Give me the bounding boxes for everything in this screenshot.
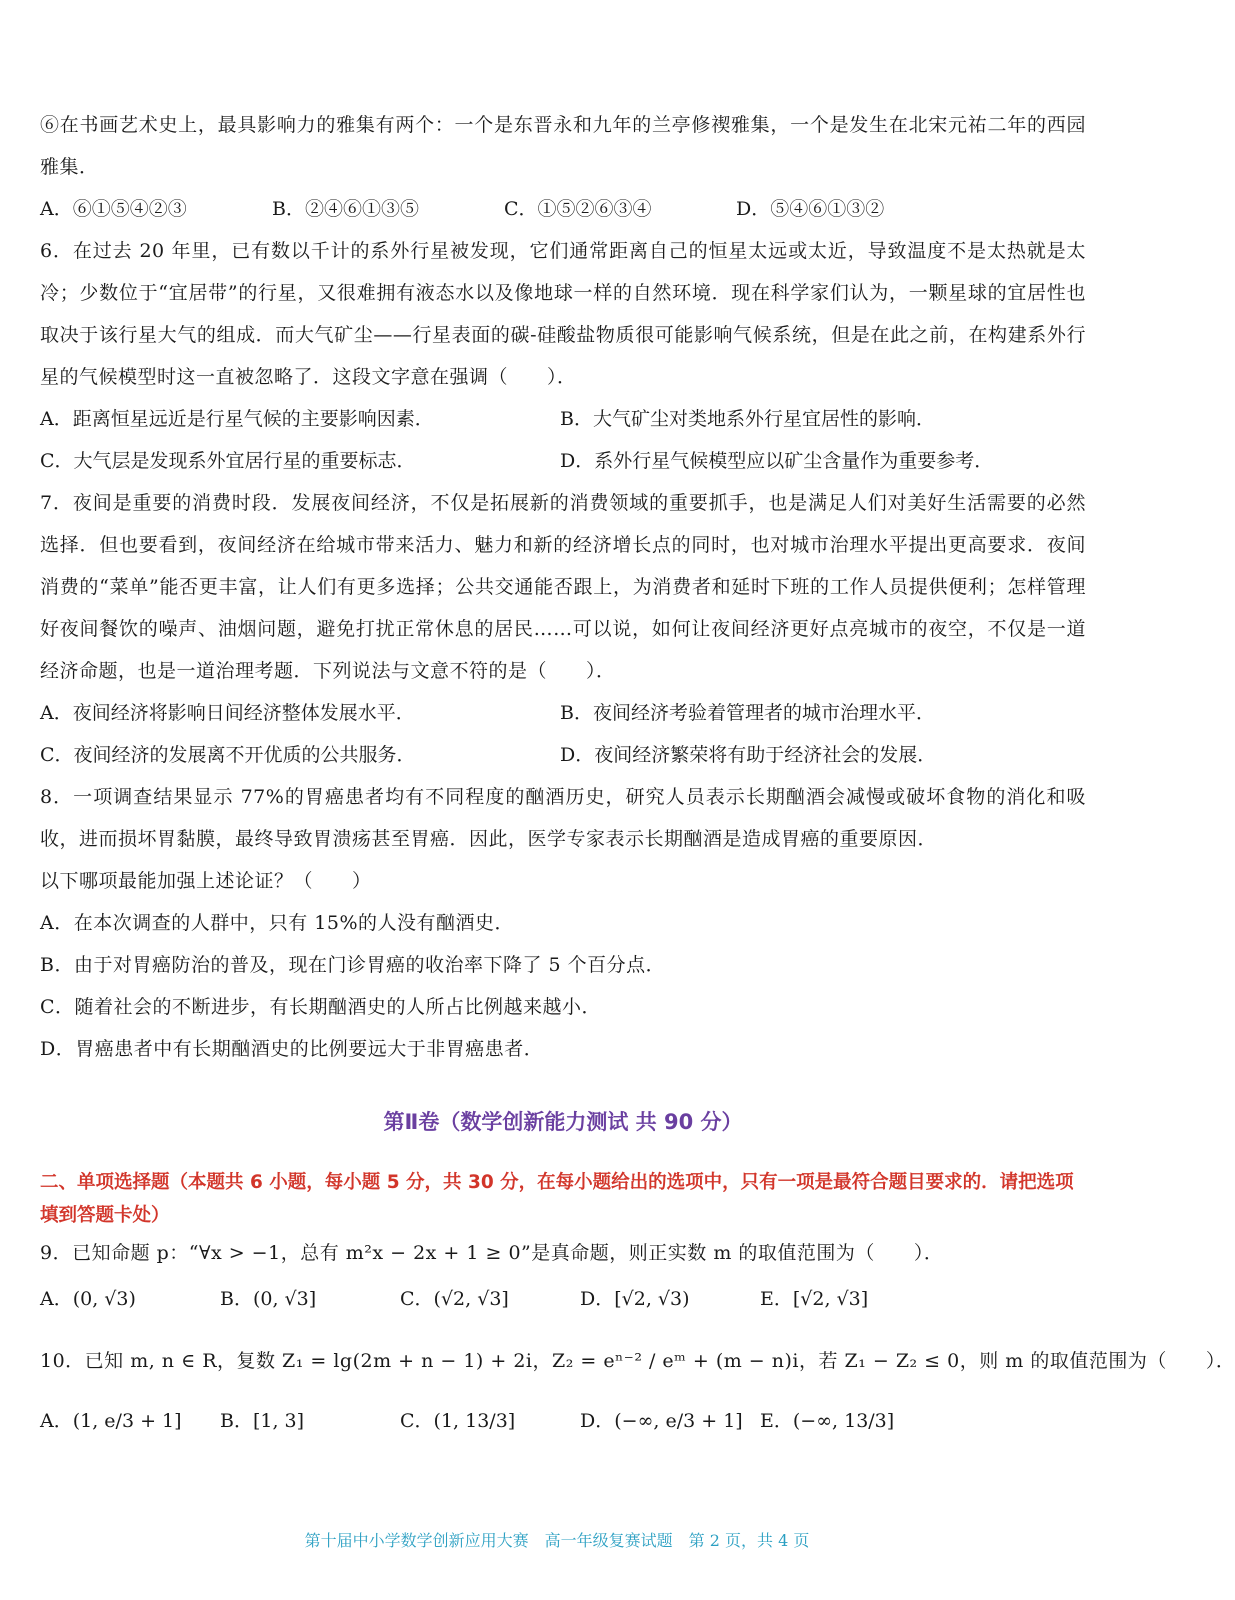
q8-stem: 8．一项调查结果显示 77%的胃癌患者均有不同程度的酗酒历史，研究人员表示长期酗酒会减慢或破坏食物的消化和吸收，进而损坏胃黏膜，最终导致胃溃疡甚至胃癌．因此，医学专家表示长期酗酒是造成胃癌的重要原因． [40,786,1086,850]
q10-options [40,1396,1086,1446]
q7-option-c: C．夜间经济的发展离不开优质的公共服务． [40,744,416,766]
section2-title: 第Ⅱ卷（数学创新能力测试 共 90 分） [383,1110,743,1134]
q8-option-d: D．胃癌患者中有长期酗酒史的比例要远大于非胃癌患者． [40,1038,544,1060]
page-footer: 第十届中小学数学创新应用大赛 高一年级复赛试题 第 2 页，共 4 页 [304,1531,810,1550]
q10-option-b: B．[1, 3] [220,1410,305,1432]
q8-option-b: B．由于对胃癌防治的普及，现在门诊胃癌的收治率下降了 5 个百分点． [40,954,666,976]
q7-option-d: D．夜间经济繁荣将有助于经济社会的发展． [560,744,937,766]
q5-option-b: B．②④⑥①③⑤ [272,198,419,220]
q7-option-a: A．夜间经济将影响日间经济整体发展水平． [40,702,415,724]
q7-stem: 7．夜间是重要的消费时段．发展夜间经济，不仅是拓展新的消费领域的重要抓手，也是满足人们对美好生活需要的必然选择．但也要看到，夜间经济在给城市带来活力、魅力和新的经济增长点的同时，也对城市治理水平提出更高要求．夜间消费的“菜单”能否更丰富，让人们有更多选择；公共交通能否跟上，为消费者和延时下班的工作人员提供便利；怎样管理好夜间餐饮的噪声、油烟问题，避免打扰正常休息的居民……可以说，如何让夜间经济更好点亮城市的夜空，不仅是一道经济命题，也是一道治理考题．下列说法与文意不符的是（ ）． [40,492,1086,682]
q6-options-row2 [40,440,1086,482]
q6-option-c: C．大气层是发现系外宜居行星的重要标志． [40,450,416,472]
q8-option-a: A．在本次调查的人群中，只有 15%的人没有酗酒史． [40,912,514,934]
q9-stem: 9．已知命题 p：“∀x > −1，总有 m²x − 2x + 1 ≥ 0”是真命题，则正实数 m 的取值范围为（ ）． [40,1242,944,1264]
q10-option-a: A．(1, e/3 + 1] [40,1410,182,1432]
q6-option-d: D．系外行星气候模型应以矿尘含量作为重要参考． [560,450,994,472]
section2-instructions: 二、单项选择题（本题共 6 小题，每小题 5 分，共 30 分，在每小题给出的选项中，只有一项是最符合题目要求的．请把选项填到答题卡处） [40,1172,1074,1226]
q5-option-c: C．①⑤②⑥③④ [504,198,652,220]
q6-stem: 6．在过去 20 年里，已有数以千计的系外行星被发现，它们通常距离自己的恒星太远或太近，导致温度不是太热就是太冷；少数位于“宜居带”的行星，又很难拥有液态水以及像地球一样的自然环境．现在科学家们认为，一颗星球的宜居性也取决于该行星大气的组成．而大气矿尘——行星表面的碳-硅酸盐物质很可能影响气候系统，但是在此之前，在构建系外行星的气候模型时这一直被忽略了．这段文字意在强调（ ）． [40,240,1086,388]
q5-option-a: A．⑥①⑤④②③ [40,198,187,220]
q8-question: 以下哪项最能加强上述论证？（ ） [40,870,372,892]
q9-options [40,1274,1086,1324]
q10-stem: 10．已知 m, n ∈ R，复数 Z₁ = lg(2m + n − 1) + 2i，Z₂ = eⁿ⁻² / eᵐ + (m − n)i，若 Z₁ − Z₂ ≤ 0，则 m 的取值范围为（ ）． [40,1350,1235,1372]
page-content [40,104,1235,1446]
q6-options-row1 [40,398,1086,440]
q7-options-row1 [40,692,1086,734]
q9-option-b: B．(0, √3] [220,1288,317,1310]
q5-item6: ⑥在书画艺术史上，最具影响力的雅集有两个：一个是东晋永和九年的兰亭修禊雅集，一个是发生在北宋元祐二年的西园雅集． [40,114,1086,178]
q9-option-a: A．(0, √3) [40,1288,136,1310]
q5-options [40,188,1086,230]
q9-option-d: D．[√2, √3) [580,1288,690,1310]
q7-options-row2 [40,734,1086,776]
q6-option-a: A．距离恒星远近是行星气候的主要影响因素． [40,408,434,430]
q9-option-e: E．[√2, √3] [760,1288,869,1310]
q5-option-d: D．⑤④⑥①③② [736,198,885,220]
q10-option-d: D．(−∞, e/3 + 1] [580,1410,743,1432]
q9-option-c: C．(√2, √3] [400,1288,509,1310]
q6-option-b: B．大气矿尘对类地系外行星宜居性的影响． [560,408,935,430]
q10-option-e: E．(−∞, 13/3] [760,1410,895,1432]
q8-option-c: C．随着社会的不断进步，有长期酗酒史的人所占比例越来越小． [40,996,602,1018]
q10-option-c: C．(1, 13/3] [400,1410,516,1432]
q7-option-b: B．夜间经济考验着管理者的城市治理水平． [560,702,935,724]
